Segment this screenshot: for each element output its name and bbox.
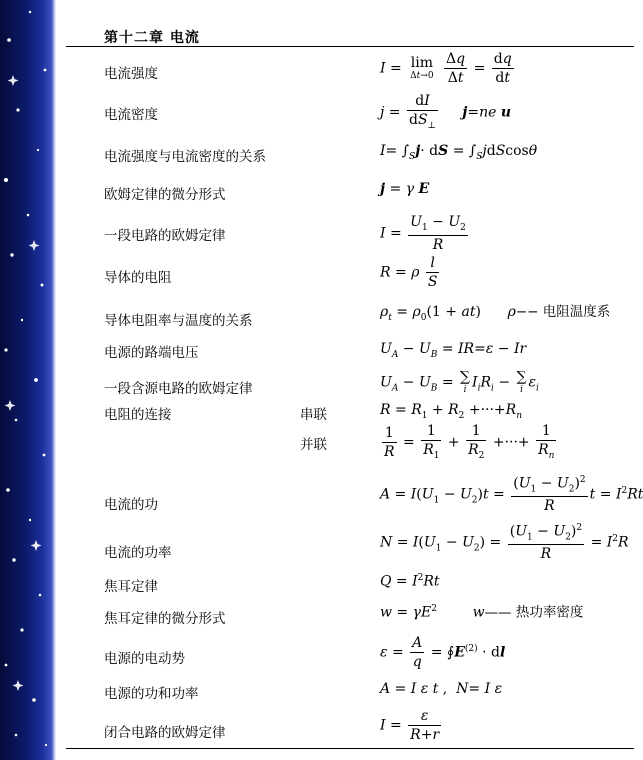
formula-ohm-differential: j = γ E bbox=[380, 181, 430, 197]
label-parallel: 并联 bbox=[300, 437, 327, 453]
chapter-title: 第十二章 电流 bbox=[104, 30, 200, 46]
label-resistivity-temperature: 导体电阻率与温度的关系 bbox=[104, 313, 253, 329]
formula-current-work: $A = I(U_1 - U_2)t$ = $\frac{(U_1 - U_2)^2}{R}$ $t = I^2Rt$ bbox=[380, 475, 643, 515]
label-current-work: 电流的功 bbox=[104, 497, 158, 513]
label-ohm-differential: 欧姆定律的微分形式 bbox=[104, 187, 226, 203]
formula-source-circuit-ohm: $U_A - U_B$ = ∑ i $I_iR_i$ − ∑ i $\varepsilon_i$ bbox=[380, 369, 539, 395]
formula-joule-law: $Q = I^2Rt$ bbox=[380, 573, 440, 590]
label-closed-circuit-ohm: 闭合电路的欧姆定律 bbox=[104, 725, 226, 741]
label-series: 串联 bbox=[300, 407, 327, 423]
formula-terminal-voltage: $U_A - U_B = IR=\varepsilon - Ir$ bbox=[380, 341, 527, 360]
label-source-work-power: 电源的功和功率 bbox=[104, 686, 199, 702]
label-current-density: 电流密度 bbox=[104, 107, 158, 123]
formula-current-power: $N = I(U_1 - U_2)$ = $\frac{(U_1 - U_2)^2}{R}$ = $I^2R$ bbox=[380, 523, 629, 563]
label-terminal-voltage: 电源的路端电压 bbox=[104, 345, 199, 361]
label-joule-differential: 焦耳定律的微分形式 bbox=[104, 611, 226, 627]
formula-series: $R = R_1 + R_2 +\cdot\cdot\cdot+R_n$ bbox=[380, 402, 522, 421]
formula-resistance: R = ρ $\frac{l}{S}$ bbox=[380, 255, 438, 290]
formula-current-density: j = $\frac{dI}{dS_\perp}$ j=ne u bbox=[380, 93, 512, 131]
label-current-power: 电流的功率 bbox=[104, 545, 172, 561]
formula-closed-circuit-ohm: I = $\frac{\varepsilon}{R+r}$ bbox=[380, 708, 440, 743]
label-current-intensity: 电流强度 bbox=[104, 66, 158, 82]
label-resistor-connection: 电阻的连接 bbox=[104, 407, 172, 423]
formula-source-work-power: A = I ε t , N= I ε bbox=[380, 681, 503, 697]
label-intensity-density-relation: 电流强度与电流密度的关系 bbox=[104, 149, 266, 165]
formula-current-intensity: I = lim Δt→0 $\frac{\Delta q}{\Delta t}$ = $\frac{dq}{dt}$ bbox=[380, 51, 512, 86]
bottom-rule bbox=[66, 748, 634, 749]
formula-joule-differential: $w = \gamma E^2$ w—— 热功率密度 bbox=[380, 604, 584, 621]
stars-decoration bbox=[0, 0, 56, 760]
label-circuit-ohm: 一段电路的欧姆定律 bbox=[104, 228, 226, 244]
top-rule bbox=[66, 46, 634, 47]
label-resistance: 导体的电阻 bbox=[104, 270, 172, 286]
formula-circuit-ohm: I = $\frac{U_1 - U_2}{R}$ bbox=[380, 214, 466, 253]
label-joule-law: 焦耳定律 bbox=[104, 579, 158, 595]
formula-intensity-density-relation: $I= \int_Sj\cdot$ dS = $\int_SjdScos\theta$ bbox=[380, 143, 538, 162]
formula-parallel: $\frac{1}{R}$ = $\frac{1}{R_1}$ + $\frac{1}{R_2}$ +···+ $\frac{1}{R_n}$ bbox=[384, 423, 555, 461]
starry-sidebar bbox=[0, 0, 56, 760]
formula-emf: ε = $\frac{A}{q}$ = $∮E^{(2)}$ · dl bbox=[380, 635, 506, 670]
label-source-circuit-ohm: 一段含源电路的欧姆定律 bbox=[104, 381, 253, 397]
label-emf: 电源的电动势 bbox=[104, 651, 185, 667]
formula-resistivity-temperature: $\rho_t = \rho_0(1 + at)$ ρ−− 电阻温度系 bbox=[380, 304, 611, 323]
